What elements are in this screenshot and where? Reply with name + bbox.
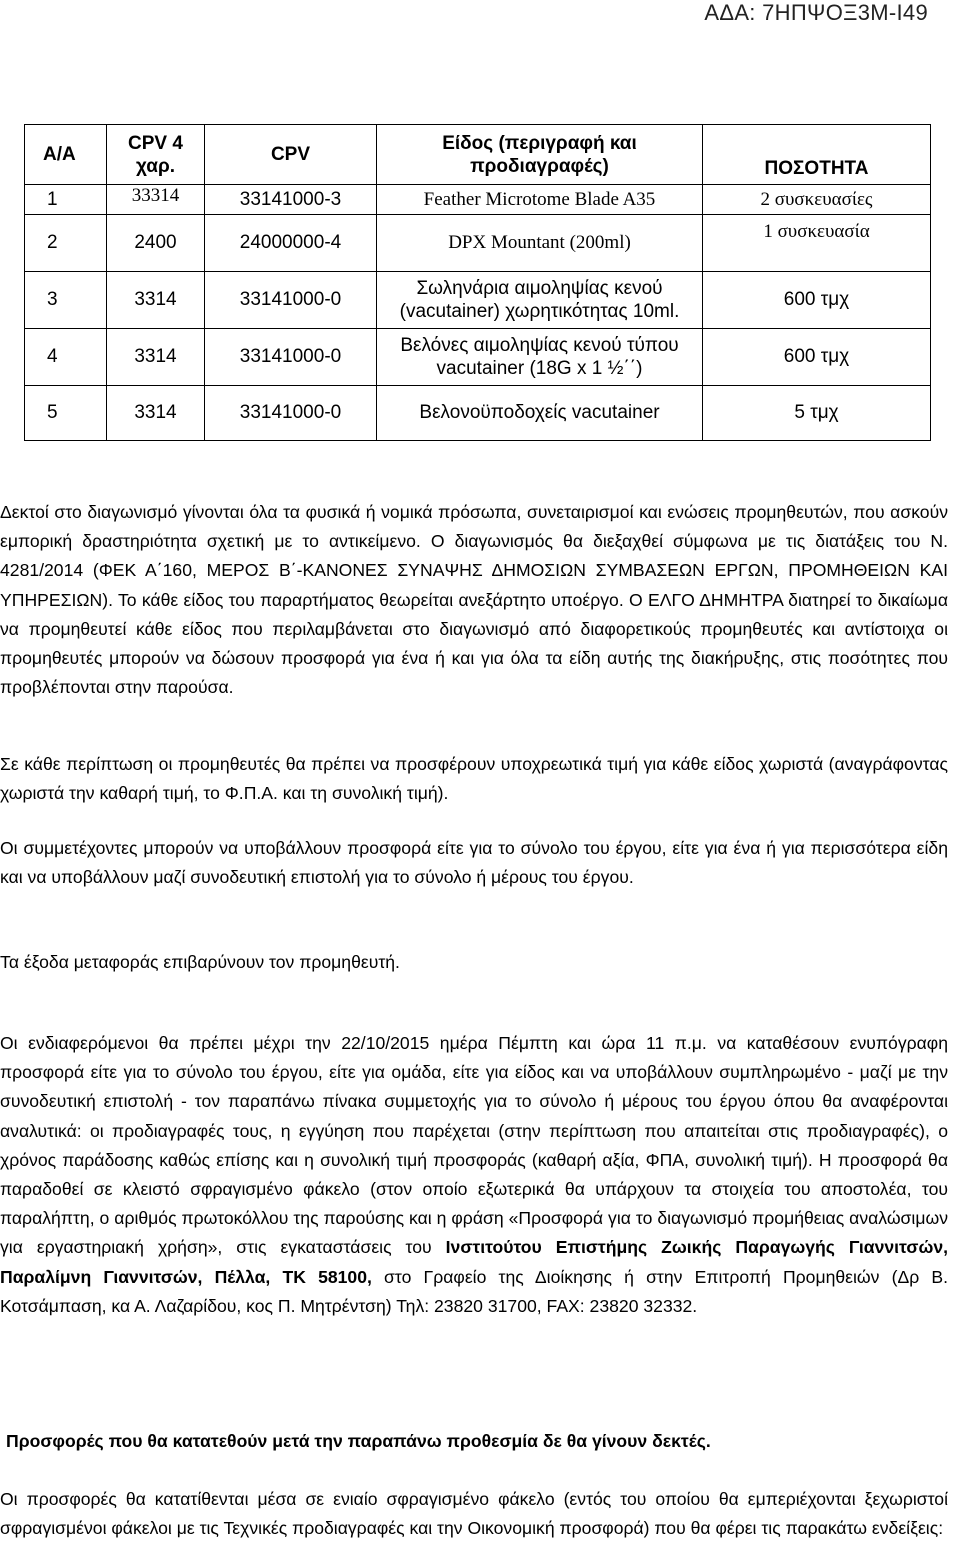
table-row [25, 386, 931, 441]
cell-cpv: 33141000-0 [205, 386, 377, 441]
paragraph-text: Προσφορές που θα κατατεθούν μετά την παραπάνω προθεσμία δε θα γίνουν δεκτές. [6, 1431, 711, 1451]
items-table [24, 124, 931, 441]
paragraph-eligibility [0, 498, 948, 702]
cell-quantity: 600 τμχ [703, 329, 931, 386]
paragraph-transport [0, 948, 948, 977]
table-row [25, 272, 931, 329]
institute-address: Ινστιτούτου Επιστήμης Ζωικής Παραγωγής Γιαννιτσών, Παραλίμνη Γιαννιτσών, Πέλλα, ΤΚ 58100, [0, 1237, 948, 1287]
paragraph-submission [0, 1029, 948, 1321]
cell-cpv: 33141000-0 [205, 272, 377, 329]
cell-quantity: 1 συσκευασία [703, 215, 931, 272]
paragraph-text [0, 1029, 948, 1321]
cell-description: Βελονοϋποδοχείς vacutainer [377, 386, 703, 441]
cell-aa: 1 [25, 185, 107, 215]
cell-cpv4: 3314 [107, 272, 205, 329]
cell-description: DPX Mountant (200ml) [377, 215, 703, 272]
cell-description: Βελόνες αιμοληψίας κενού τύπου vacutainer (18G x 1 ½΄΄) [377, 329, 703, 386]
cell-cpv4: 3314 [107, 386, 205, 441]
paragraph-participation [0, 834, 948, 892]
table-header-row [25, 125, 931, 185]
cell-description: Σωληνάρια αιμοληψίας κενού (vacutainer) χωρητικότητας 10ml. [377, 272, 703, 329]
paragraph-text: Τα έξοδα μεταφοράς επιβαρύνουν τον προμηθευτή. [0, 952, 400, 972]
cell-quantity: 600 τμχ [703, 272, 931, 329]
table-row [25, 215, 931, 272]
cell-cpv: 33141000-3 [205, 185, 377, 215]
header-quantity: ΠΟΣΟΤΗΤΑ [703, 125, 931, 185]
header-cpv: CPV [205, 125, 377, 185]
cell-quantity: 5 τμχ [703, 386, 931, 441]
table-row [25, 185, 931, 215]
paragraph-pricing [0, 750, 948, 808]
cell-cpv: 33141000-0 [205, 329, 377, 386]
cell-cpv4: 2400 [107, 215, 205, 272]
cell-aa: 2 [25, 215, 107, 272]
header-aa: Α/Α [25, 125, 107, 185]
cell-aa: 4 [25, 329, 107, 386]
cell-cpv4: 33314 [107, 185, 205, 215]
submission-text-a: Οι ενδιαφερόμενοι θα πρέπει μέχρι την 22/10/2015 ημέρα Πέμπτη και ώρα 11 π.μ. να καταθέσουν ενυπόγραφη προσφορά είτε για το σύνολο του έργου, είτε για ομάδα, είτε για είδος και να υποβάλλουν συμπληρωμένο - μαζί με την συνοδευτική επιστολή - τον παραπάνω πίνακα συμμετοχής για το σύνολο ή μέρους του έργου όπου θα αναφέρονται αναλυτικά: οι προδιαγραφές τους, η εγγύηση που παρέχεται (στην περίπτωση που απαιτείται στις προδιαγραφές), ο χρόνος παράδοσης καθώς επίσης και η συνολική τιμή προσφοράς (καθαρή αξία, ΦΠΑ, συνολική τιμή). Η προσφορά θα παραδοθεί σε κλειστό σφραγισμένο φάκελο (στον οποίο εξωτερικά θα υπάρχουν τα στοιχεία του αποστολέα, του παραλήπτη, ο αριθμός πρωτοκόλλου της παρούσης και η φράση «Προσφορά για το διαγωνισμό προμήθειας αναλώσιμων για εργαστηριακή χρήση», στις εγκαταστάσεις του [0, 1033, 948, 1258]
header-cpv4: CPV 4 χαρ. [107, 125, 205, 185]
paragraph-envelope [0, 1485, 948, 1543]
cell-description: Feather Microtome Blade A35 [377, 185, 703, 215]
cell-aa: 5 [25, 386, 107, 441]
cell-aa: 3 [25, 272, 107, 329]
ada-code: ΑΔΑ: 7ΗΠΨΟΞ3Μ-Ι49 [704, 0, 928, 25]
paragraph-late-offers [6, 1427, 954, 1456]
submission-text-b: στο Γραφείο της Διοίκησης ή στην Επιτροπή Προμηθειών (Δρ Β. Κοτσάμπαση, κα Α. Λαζαρίδου, κος Π. Μητρέντση) Τηλ: 23820 31700, FAX: 23820 32332. [0, 1266, 949, 1316]
cell-cpv4: 3314 [107, 329, 205, 386]
paragraph-text: Σε κάθε περίπτωση οι προμηθευτές θα πρέπει να προσφέρουν υποχρεωτικά τιμή για κάθε είδος χωριστά (αναγράφοντας χωριστά την καθαρή τιμή, το Φ.Π.Α. και τη συνολική τιμή). [0, 754, 948, 804]
paragraph-text: Δεκτοί στο διαγωνισμό γίνονται όλα τα φυσικά ή νομικά πρόσωπα, συνεταιρισμοί και ενώσεις προμηθευτών, που ασκούν εμπορική δραστηριότητα σχετική με το αντικείμενο. Ο διαγωνισμός θα διεξαχθεί σύμφωνα με τις διατάξεις του Ν. 4281/2014 (ΦΕΚ Α΄160, ΜΕΡΟΣ Β΄-ΚΑΝΟΝΕΣ ΣΥΝΑΨΗΣ ΔΗΜΟΣΙΩΝ ΣΥΜΒΑΣΕΩΝ ΕΡΓΩΝ, ΠΡΟΜΗΘΕΙΩΝ ΚΑΙ ΥΠΗΡΕΣΙΩΝ). Το κάθε είδος του παραρτήματος θεωρείται ανεξάρτητο υποέργο. Ο ΕΛΓΟ ΔΗΜΗΤΡΑ διατηρεί το δικαίωμα να προμηθευτεί κάθε είδος που περιλαμβάνεται στο διαγωνισμό από διαφορετικούς προμηθευτές και αντίστοιχα οι προμηθευτές μπορούν να δώσουν προσφορά για ένα ή και για όλα τα είδη αυτής της διακήρυξης, στις ποσότητες που προβλέπονται στην παρούσα. [0, 502, 948, 698]
cell-quantity: 2 συσκευασίες [703, 185, 931, 215]
header-description: Είδος (περιγραφή και προδιαγραφές) [377, 125, 703, 185]
paragraph-text: Οι συμμετέχοντες μπορούν να υποβάλλουν προσφορά είτε για το σύνολο του έργου, είτε για ένα ή για περισσότερα είδη και να υποβάλλουν μαζί συνοδευτική επιστολή για το σύνολο ή μέρους του έργου. [0, 838, 948, 888]
table-row [25, 329, 931, 386]
paragraph-text: Οι προσφορές θα κατατίθενται μέσα σε ενιαίο σφραγισμένο φάκελο (εντός του οποίου θα εμπεριέχονται ξεχωριστοί σφραγισμένοι φάκελοι με τις Τεχνικές προδιαγραφές και την Οικονομική προσφορά) που θα φέρει τις παρακάτω ενδείξεις: [0, 1489, 948, 1539]
cell-cpv: 24000000-4 [205, 215, 377, 272]
